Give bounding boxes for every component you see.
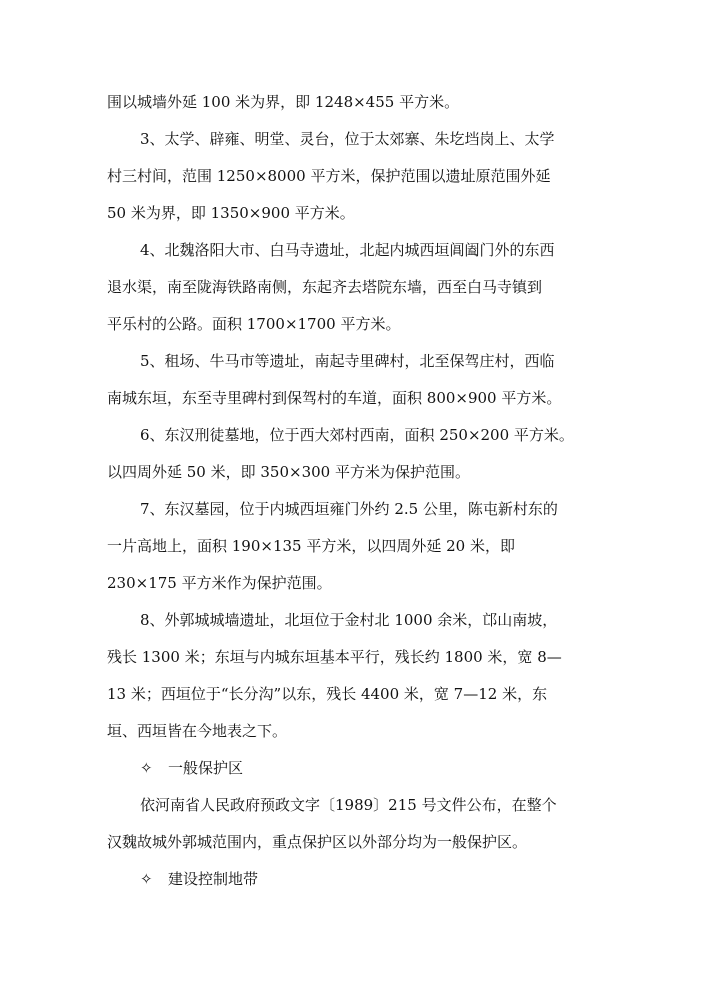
section-general-protection-heading	[140, 758, 243, 778]
item-8-line-4: 垣、西垣皆在今地表之下。	[107, 722, 288, 740]
general-protection-line-1: 依河南省人民政府预政文字〔1989〕215 号文件公布，在整个	[140, 796, 557, 814]
heading-text: 建设控制地带	[168, 870, 259, 888]
item-6-line-1: 6、东汉刑徒墓地，位于西大郊村西南，面积 250×200 平方米。	[140, 426, 574, 444]
section-construction-control-heading	[140, 869, 258, 889]
item-4-line-1: 4、北魏洛阳大市、白马寺遗址，北起内城西垣阊阖门外的东西	[140, 241, 555, 259]
diamond-bullet-icon: ✧	[140, 870, 153, 888]
item-8-line-2: 残长 1300 米；东垣与内城东垣基本平行，残长约 1800 米，宽 8—	[107, 648, 562, 666]
general-protection-line-2: 汉魏故城外郭城范围内，重点保护区以外部分均为一般保护区。	[107, 833, 528, 851]
item-4-line-2: 退水渠，南至陇海铁路南侧，东起齐去塔院东墙，西至白马寺镇到	[107, 278, 543, 296]
item-3-line-2: 村三村间，范围 1250×8000 平方米，保护范围以遗址原范围外延	[107, 167, 551, 185]
item-5-line-1: 5、租场、牛马市等遗址，南起寺里碑村，北至保驾庄村，西临	[140, 352, 555, 370]
item-7-line-2: 一片高地上，面积 190×135 平方米，以四周外延 20 米，即	[107, 537, 515, 555]
item-8-line-3: 13 米；西垣位于“长分沟”以东，残长 4400 米，宽 7—12 米，东	[107, 685, 548, 703]
item-3-line-3: 50 米为界，即 1350×900 平方米。	[107, 204, 355, 222]
heading-text: 一般保护区	[168, 759, 244, 777]
diamond-bullet-icon: ✧	[140, 759, 153, 777]
item-4-line-3: 平乐村的公路。面积 1700×1700 平方米。	[107, 315, 401, 333]
item-5-line-2: 南城东垣，东至寺里碑村到保驾村的车道，面积 800×900 平方米。	[107, 389, 562, 407]
item-7-line-1: 7、东汉墓园，位于内城西垣雍门外约 2.5 公里，陈屯新村东的	[140, 500, 558, 518]
item-8-line-1: 8、外郭城城墙遗址，北垣位于金村北 1000 余米，邙山南坡，	[140, 611, 558, 629]
item-6-line-2: 以四周外延 50 米，即 350×300 平方米为保护范围。	[107, 463, 470, 481]
paragraph-line: 围以城墙外延 100 米为界，即 1248×455 平方米。	[107, 93, 460, 111]
item-7-line-3: 230×175 平方米作为保护范围。	[107, 574, 332, 592]
item-3-line-1: 3、太学、辟雍、明堂、灵台，位于太郊寨、朱圪垱岗上、太学	[140, 130, 555, 148]
